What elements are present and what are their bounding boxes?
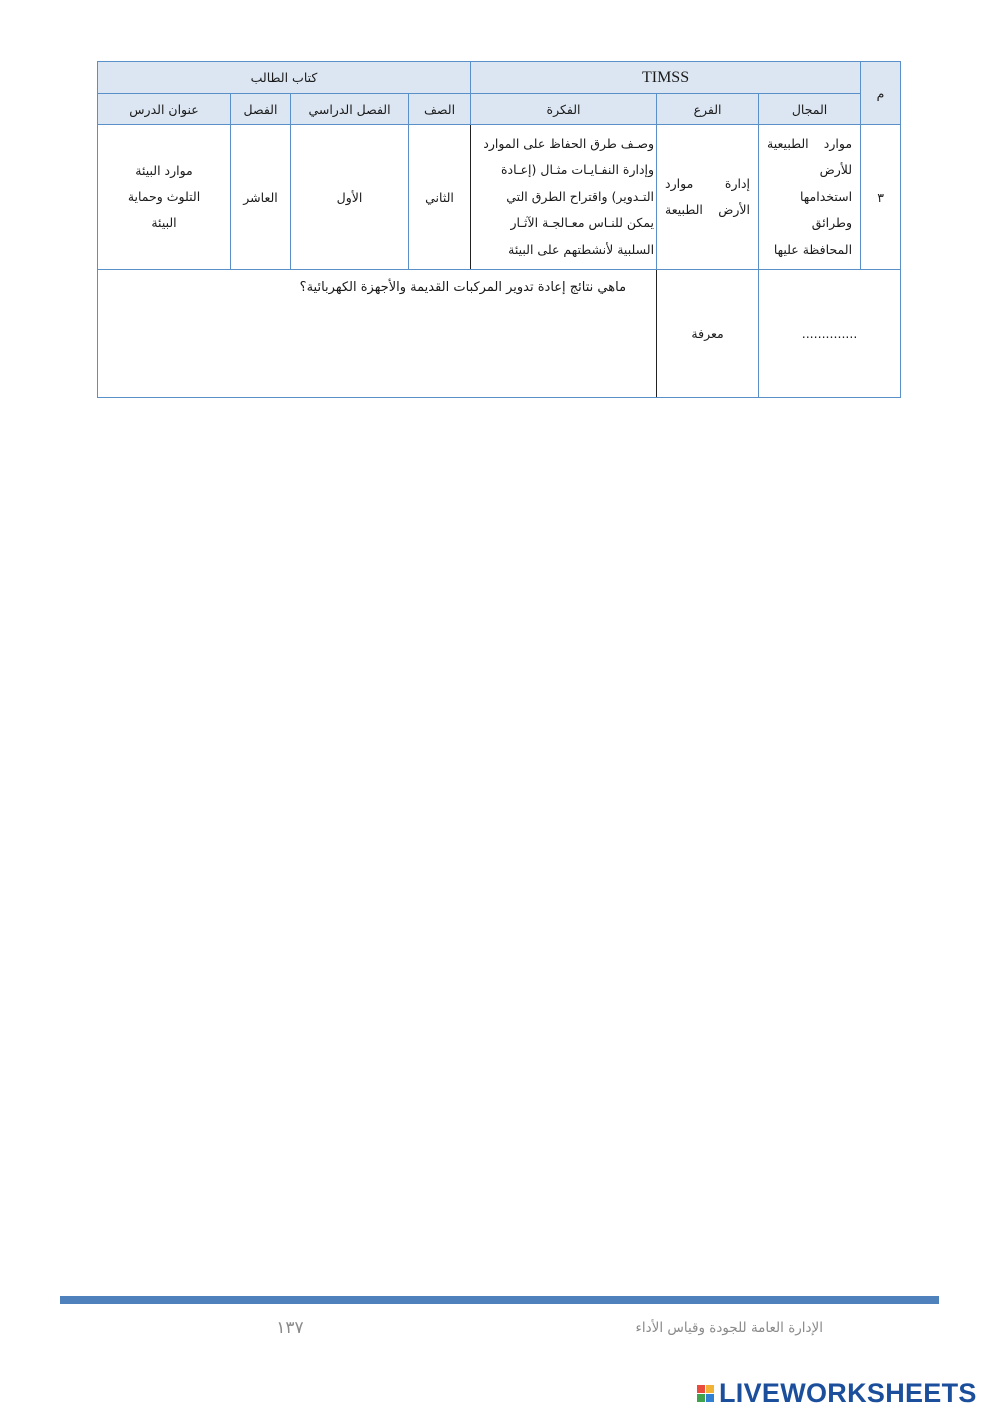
chapter-header: الفصل: [231, 94, 291, 125]
domain-line: وطرائق: [811, 215, 853, 231]
lesson-title-cell: [98, 125, 231, 270]
question-text: ماهي نتائج إعادة تدوير المركبات القديمة والأجهزة الكهربائية؟: [98, 270, 657, 398]
idea-line: التـدوير) واقتراح الطرق التي: [506, 188, 655, 204]
number-col-header: م: [861, 62, 901, 125]
semester-cell: الأول: [291, 125, 409, 270]
domain-line: المحافظة عليها: [773, 241, 853, 257]
idea-cell: [471, 125, 657, 270]
liveworksheets-icon: [697, 1385, 714, 1402]
idea-line: وإدارة النفـايـات مثـال (إعـادة: [501, 162, 655, 178]
idea-line: السلبية لأنشطتهم على البيئة: [508, 241, 655, 257]
branch-header: الفرع: [657, 94, 759, 125]
logo-square-icon: [697, 1385, 705, 1393]
grade-cell: الثاني: [409, 125, 471, 270]
grade-header: الصف: [409, 94, 471, 125]
row-number: ٣: [861, 125, 901, 270]
student-book-header: كتاب الطالب: [98, 62, 471, 94]
curriculum-table: [97, 61, 901, 398]
idea-line: وصـف طرق الحفاظ على الموارد: [483, 135, 655, 151]
liveworksheets-logo[interactable]: [697, 1376, 977, 1410]
branch-cell: [657, 125, 759, 270]
idea-line: يمكن للنـاس معـالجـة الآثـار: [510, 215, 655, 231]
timss-header: TIMSS: [471, 62, 861, 94]
branch-line: إدارة موارد: [665, 175, 751, 191]
domain-line: للأرض: [819, 162, 853, 178]
page-number: ١٣٧: [276, 1318, 304, 1338]
answer-blank[interactable]: ..............: [759, 270, 901, 398]
brand-name: LIVEWORKSHEETS: [719, 1377, 977, 1408]
idea-header: الفكرة: [471, 94, 657, 125]
logo-square-icon: [697, 1394, 705, 1402]
cognitive-level-cell: معرفة: [657, 270, 759, 398]
lesson-line: البيئة: [151, 215, 177, 230]
organization-name: الإدارة العامة للجودة وقياس الأداء: [635, 1320, 823, 1336]
domain-cell: [759, 125, 861, 270]
logo-square-icon: [706, 1394, 714, 1402]
domain-line: استخدامها: [799, 188, 853, 204]
semester-header: الفصل الدراسي: [291, 94, 409, 125]
logo-square-icon: [706, 1385, 714, 1393]
domain-header: المجال: [759, 94, 861, 125]
domain-line: موارد الطبيعية: [767, 135, 853, 151]
lesson-title-header: عنوان الدرس: [98, 94, 231, 125]
footer-divider: [60, 1296, 939, 1304]
chapter-cell: العاشر: [231, 125, 291, 270]
lesson-line: التلوث وحماية: [127, 189, 201, 204]
branch-line: الأرض الطبيعة: [665, 202, 751, 217]
lesson-line: موارد البيئة: [135, 163, 193, 178]
